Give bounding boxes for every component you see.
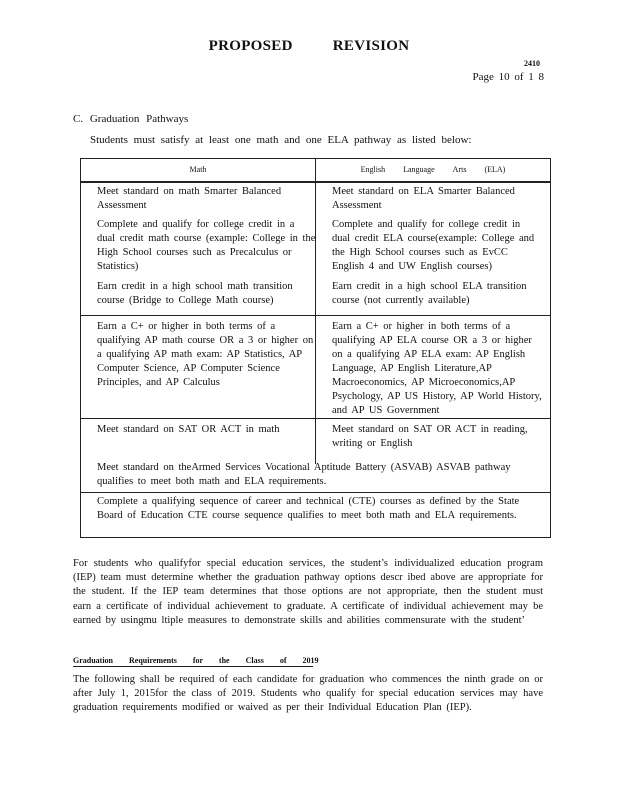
document-title bbox=[0, 38, 618, 55]
section-intro: Students must satisfy at least one math and one ELA pathway as listed below: bbox=[90, 134, 472, 146]
page-number: Page 10 of 1 8 bbox=[472, 71, 544, 83]
section-heading: C. Graduation Pathways bbox=[73, 113, 189, 125]
table-cell-ela: Earn a C+ or higher in both terms of a qualifying AP ELA course OR a 3 or higher on a qualifying AP ELA exam: AP English Language, AP English Literature,AP Macroeconomics, AP Microeconomics,AP Psychology, AP US History, AP World History, and AP US Government bbox=[332, 321, 542, 416]
header-ela-word: Language bbox=[403, 165, 435, 174]
table-cell-math: Complete and qualify for college credit in a dual credit math course (example: College in the High School courses such as Precalculus or Statistics) bbox=[97, 219, 316, 272]
header-ela bbox=[316, 159, 550, 181]
row-divider bbox=[81, 315, 550, 316]
table-cell-ela: Complete and qualify for college credit in dual credit ELA course(example: College and the High School courses such as EvCC English 4 and UW English courses) bbox=[332, 219, 535, 272]
title-word-revision: REVISION bbox=[332, 38, 410, 54]
table-cell-ela: Meet standard on ELA Smarter Balanced Assessment bbox=[332, 186, 515, 211]
pathway-table bbox=[80, 158, 551, 538]
row-divider bbox=[81, 492, 550, 493]
class-2019-paragraph: The following shall be required of each candidate for graduation who commences the ninth grade on or after July 1, 2015for the class of 2019. Students who qualify for special education services may have graduation requirements modified or waived as per their Individual Education Plan (IEP). bbox=[73, 674, 543, 714]
subheading-underline bbox=[73, 666, 313, 667]
table-cell-math: Meet standard on SAT OR ACT in math bbox=[97, 424, 280, 435]
table-cell-asvab: Meet standard on theArmed Services Vocational Aptitude Battery (ASVAB) ASVAB pathway qualifies to meet both math and ELA requirements. bbox=[97, 462, 511, 487]
header-math: Math bbox=[81, 159, 316, 181]
header-ela-word: (ELA) bbox=[484, 165, 506, 174]
subheading-class-2019: Graduation Requirements for the Class of 2019 bbox=[73, 656, 319, 665]
row-divider bbox=[81, 418, 550, 419]
header-ela-word: English bbox=[360, 165, 386, 174]
table-cell-ela: Earn credit in a high school ELA transition course (not currently available) bbox=[332, 281, 527, 306]
title-word-proposed: PROPOSED bbox=[208, 38, 293, 54]
table-cell-cte: Complete a qualifying sequence of career and technical (CTE) courses as defined by the State Board of Education CTE course sequence qualifies to meet both math and ELA requirements. bbox=[97, 496, 520, 521]
table-cell-math: Meet standard on math Smarter Balanced Assessment bbox=[97, 186, 282, 211]
policy-code: 2410 bbox=[524, 59, 540, 68]
iep-paragraph: For students who qualifyfor special education services, the student’s individualized education program (IEP) team must determine whether the graduation pathway options descr ibed above are appropriate for the student. If the IEP team determines that those options are not appropriate, then the student must earn a certificate of individual achievement to graduate. A certificate of individual achievement may be earned by usingmu ltiple measures to demonstrate skills and abilities commensurate with the student’ bbox=[73, 558, 543, 626]
table-cell-math: Earn credit in a high school math transition course (Bridge to College Math course) bbox=[97, 281, 293, 306]
table-cell-ela: Meet standard on SAT OR ACT in reading, writing or English bbox=[332, 424, 528, 449]
table-header bbox=[81, 159, 550, 183]
header-ela-word: Arts bbox=[452, 165, 467, 174]
table-cell-math: Earn a C+ or higher in both terms of a qualifying AP math course OR a 3 or higher on a qualifying AP math exam: AP Statistics, AP Computer Science, AP Computer Science Principles, and AP Calculus bbox=[97, 321, 314, 388]
